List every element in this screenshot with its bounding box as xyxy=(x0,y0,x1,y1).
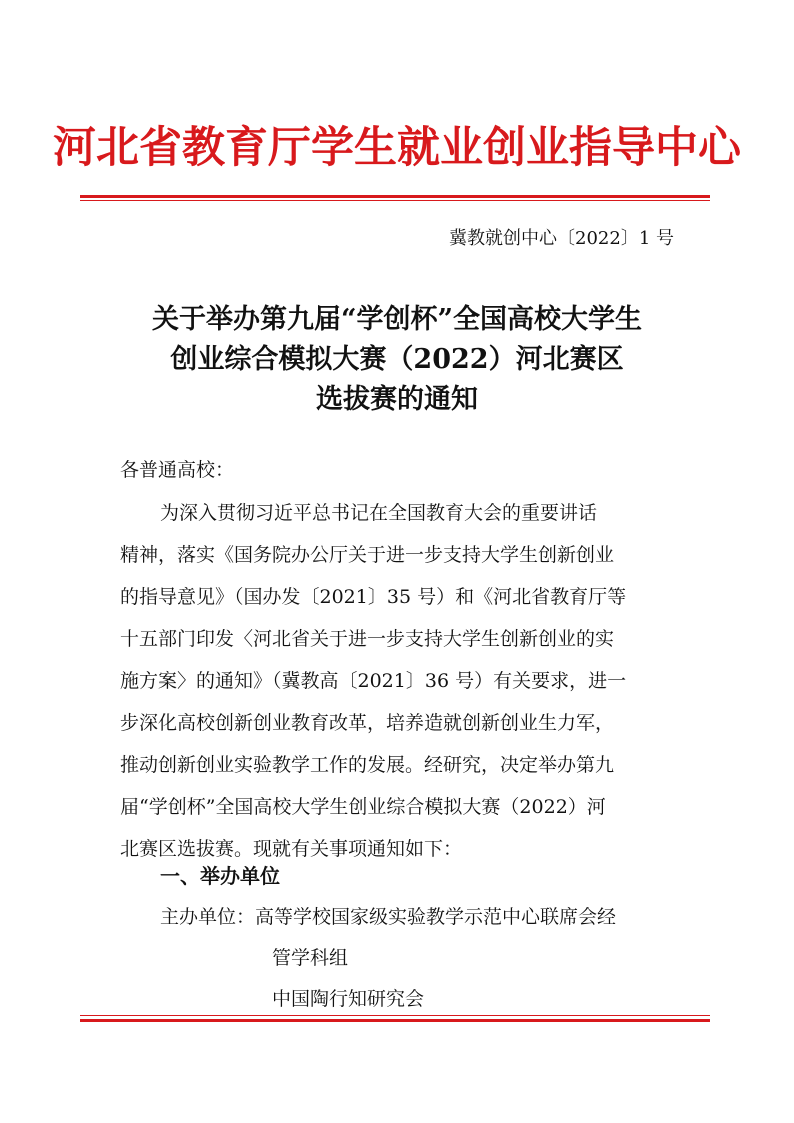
section-heading-hosts: 一、举办单位 xyxy=(160,864,280,888)
document-title-line-1: 关于举办第九届“学创杯”全国高校大学生 xyxy=(151,304,643,335)
header-rule-thick xyxy=(80,195,710,198)
footer-rule-thin xyxy=(80,1015,710,1016)
body-line: 施方案〉的通知》（冀教高〔2021〕36 号）有关要求，进一 xyxy=(120,670,627,692)
host-line: 高等学校国家级实验教学示范中心联席会经 xyxy=(255,906,617,928)
document-title-line-2: 创业综合模拟大赛（2022）河北赛区 xyxy=(170,344,624,375)
document-number: 冀教就创中心〔2022〕1 号 xyxy=(449,228,674,249)
body-line: 步深化高校创新创业教育改革，培养造就创新创业生力军， xyxy=(120,712,615,734)
body-line: 届“学创杯”全国高校大学生创业综合模拟大赛（2022）河 xyxy=(120,796,606,818)
footer-rule-thick xyxy=(80,1019,710,1022)
body-line: 为深入贯彻习近平总书记在全国教育大会的重要讲话 xyxy=(160,502,598,524)
salutation: 各普通高校： xyxy=(120,459,235,481)
body-line: 精神，落实《国务院办公厅关于进一步支持大学生创新创业 xyxy=(120,544,615,566)
host-label: 主办单位： xyxy=(160,906,256,928)
host-line: 中国陶行知研究会 xyxy=(272,988,425,1010)
header-rule-thin xyxy=(80,200,710,201)
org-title: 河北省教育厅学生就业创业指导中心 xyxy=(53,123,741,173)
body-line: 十五部门印发〈河北省关于进一步支持大学生创新创业的实 xyxy=(120,628,615,650)
body-line: 推动创新创业实验教学工作的发展。经研究，决定举办第九 xyxy=(120,754,615,776)
body-line: 的指导意见》（国办发〔2021〕35 号）和《河北省教育厅等 xyxy=(120,586,627,608)
host-line: 管学科组 xyxy=(272,947,349,969)
document-title-line-3: 选拔赛的通知 xyxy=(316,384,478,415)
body-line: 北赛区选拔赛。现就有关事项通知如下： xyxy=(120,838,463,860)
